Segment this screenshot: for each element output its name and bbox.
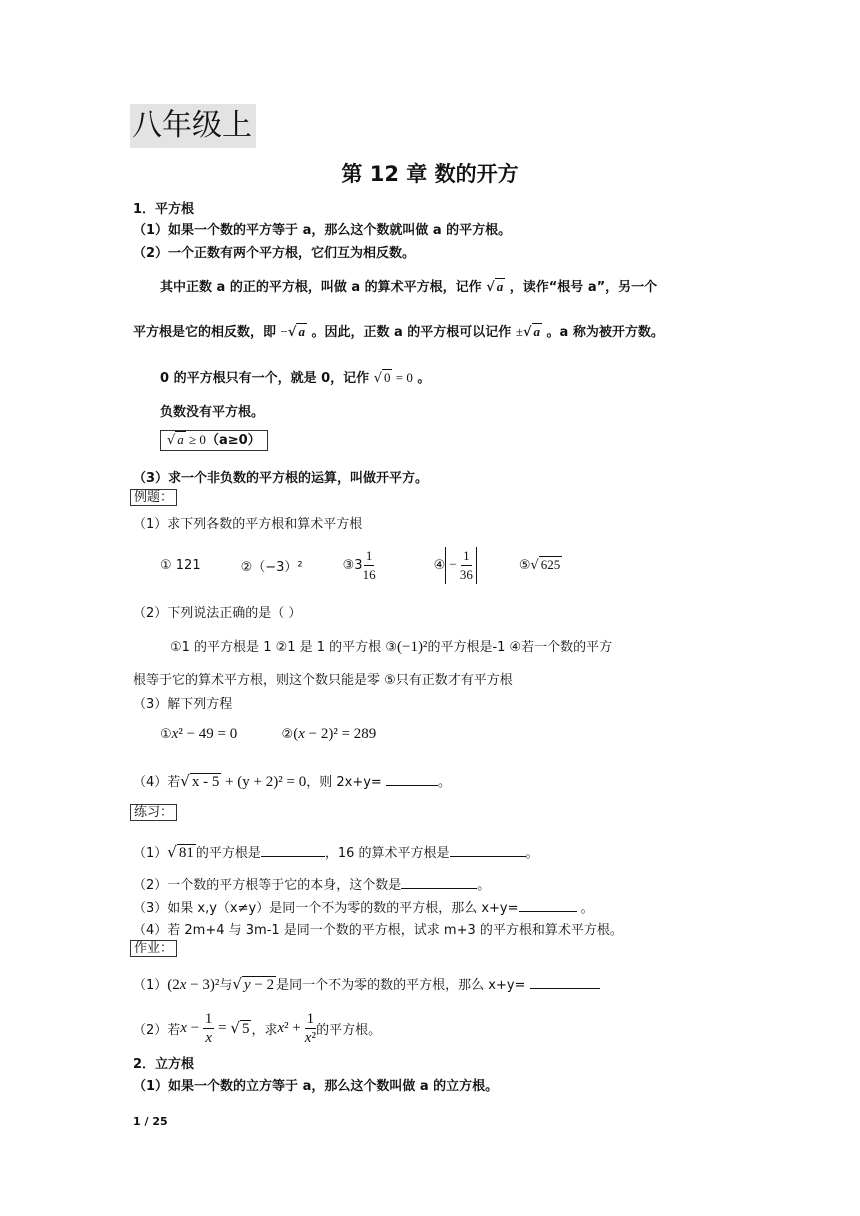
section-title-square-root: 1．平方根	[133, 202, 195, 217]
pm-sqrt-a-expr: √ a	[522, 324, 541, 340]
example-q3-equations: ①x² − 49 = 0 ②(x − 2)² = 289	[160, 726, 377, 742]
example-q3: （3）解下列方程	[133, 697, 233, 712]
answer-blank[interactable]	[401, 888, 477, 889]
nonnegative-box: √ a ≥ 0（a≥0）	[160, 429, 268, 448]
practice-q4: （4）若 2m+4 与 3m-1 是同一个数的平方根，试求 m+3 的平方根和算术平方根。	[133, 923, 623, 938]
practice-q2: （2）一个数的平方根等于它的本身，这个数是 。	[133, 878, 491, 893]
zero-root-line: 0 的平方根只有一个，就是 0，记作 √ 0 = 0 。	[160, 370, 431, 386]
practice-q3: （3）如果 x,y（x≠y）是同一个不为零的数的平方根，那么 x+y= 。	[133, 901, 594, 916]
grade-heading: 八年级上	[130, 104, 256, 148]
practice-label: 练习：	[130, 804, 177, 822]
chapter-title: 第 12 章 数的开方	[341, 162, 519, 186]
answer-blank[interactable]	[530, 988, 600, 989]
square-rooting-line: （3）求一个非负数的平方根的运算，叫做开平方。	[133, 471, 429, 486]
example-q1: （1）求下列各数的平方根和算术平方根	[133, 517, 363, 532]
negative-no-root-line: 负数没有平方根。	[160, 405, 265, 420]
sqrt-a-expr: √ a	[486, 279, 504, 295]
answer-blank[interactable]	[261, 856, 325, 857]
homework-label: 作业：	[130, 940, 177, 958]
practice-q1: （1）√ 81 的平方根是 ，16 的算术平方根是 。	[133, 843, 539, 861]
cube-root-definition: （1）如果一个数的立方等于 a，那么这个数叫做 a 的立方根。	[133, 1079, 499, 1094]
definition-line: （1）如果一个数的平方等于 a，那么这个数就叫做 a 的平方根。	[133, 223, 512, 238]
page-number: 1 / 25	[133, 1115, 168, 1128]
example-q1-items: ① 121 ②（−3）² ③3 $\frac{1}{16}$ ④ − $\frac{1}{36}$ ⑤ √ 625	[160, 547, 561, 582]
section-title-cube-root: 2．立方根	[133, 1057, 195, 1072]
example-q2-options-line2: 根等于它的算术平方根，则这个数只能是零 ⑤只有正数才有平方根	[133, 673, 513, 688]
homework-q1: （1）(2x − 3)²与√ y − 2 是同一个不为零的数的平方根，那么 x+y=	[133, 974, 600, 994]
answer-blank[interactable]	[386, 785, 438, 786]
example-label: 例题：	[130, 489, 177, 507]
property-line: （2）一个正数有两个平方根，它们互为相反数。	[133, 246, 416, 261]
neg-sqrt-a-expr: √ a	[287, 324, 305, 340]
example-q2-options-line1: ①1 的平方根是 1 ②1 是 1 的平方根 ③(−1)²的平方根是-1 ④若一个数的平方	[170, 639, 613, 655]
answer-blank[interactable]	[519, 911, 577, 912]
opposite-root-line: 平方根是它的相反数，即 −√ a 。因此，正数 a 的平方根可以记作 ±√ a 。a 称为被开方数。	[133, 324, 664, 340]
answer-blank[interactable]	[450, 856, 526, 857]
example-q2: （2）下列说法正确的是（ ）	[133, 606, 302, 621]
example-q4: （4）若√ x - 5 + (y + 2)² = 0，则 2x+y= 。	[133, 772, 451, 790]
homework-q2: （2）若 x − $\frac{1}{x}$ = √ 5 ，求 x ² + $\frac{1}{\text{x²}}$ 的平方根。	[133, 1010, 382, 1046]
arith-root-line: 其中正数 a 的正的平方根，叫做 a 的算术平方根，记作 √ a ，读作“根号 a”，另一个	[160, 279, 658, 295]
